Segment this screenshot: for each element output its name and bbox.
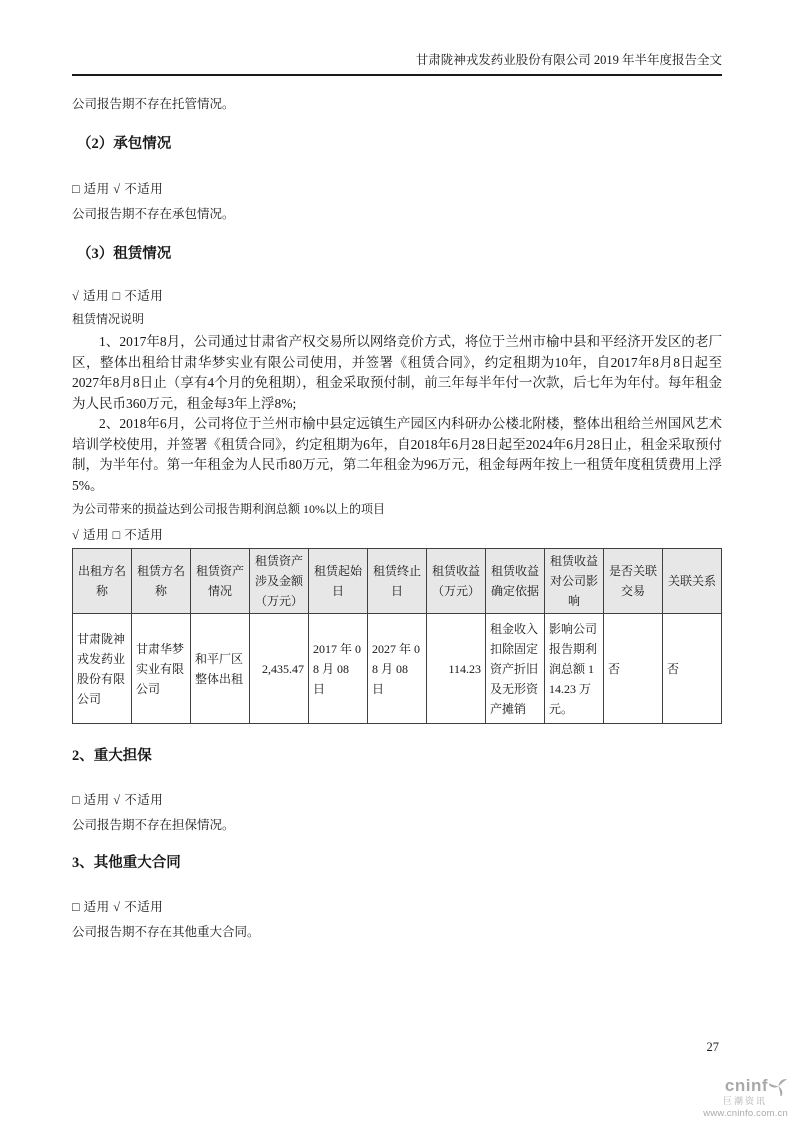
table-cell-lessee: 甘肃华梦实业有限公司 <box>132 614 191 724</box>
table-cell-relationship: 否 <box>663 614 722 724</box>
contracting-note: 公司报告期不存在承包情况。 <box>72 207 235 221</box>
applicability-line-guarantees: □ 适用 √ 不适用 <box>72 793 164 807</box>
table-header-cell: 租赁收益（万元） <box>427 549 486 614</box>
lease-table-header-row <box>73 549 722 614</box>
table-header-cell: 租赁方名称 <box>132 549 191 614</box>
table-cell-income: 114.23 <box>427 614 486 724</box>
applicability-line-other-contracts: □ 适用 √ 不适用 <box>72 900 164 914</box>
table-cell-amount: 2,435.47 <box>250 614 309 724</box>
table-cell-related-transaction: 否 <box>604 614 663 724</box>
table-cell-start-date: 2017 年 08 月 08 日 <box>309 614 368 724</box>
table-header-cell: 租赁起始日 <box>309 549 368 614</box>
table-header-cell: 租赁收益确定依据 <box>486 549 545 614</box>
table-cell-end-date: 2027 年 08 月 08 日 <box>368 614 427 724</box>
table-cell-income-basis: 租金收入扣除固定资产折旧及无形资产摊销 <box>486 614 545 724</box>
table-cell-asset: 和平厂区整体出租 <box>191 614 250 724</box>
cninfo-brand-row <box>688 1076 788 1096</box>
table-header-cell: 租赁资产情况 <box>191 549 250 614</box>
table-header-cell: 租赁终止日 <box>368 549 427 614</box>
table-header-cell: 是否关联交易 <box>604 549 663 614</box>
heading-guarantees: 2、重大担保 <box>72 748 152 764</box>
heading-contracting: （2）承包情况 <box>77 136 172 152</box>
leasing-paragraph-1: 1、2017年8月，公司通过甘肃省产权交易所以网络竞价方式，将位于兰州市榆中县和平经济开发区的老厂区，整体出租给甘肃华梦实业有限公司使用，并签署《租赁合同》，约定租期为10年，自2017年8月8日起至2027年8月8日止（享有4个月的免租期），租金采取预付制，前三年每半年付一次款，后七年为年付。每年租金为人民币360万元，租金每3年上浮8%; <box>72 334 722 411</box>
cninfo-logo <box>688 1076 788 1119</box>
leasing-description-label: 租赁情况说明 <box>72 312 145 326</box>
page-number: 27 <box>706 1040 719 1054</box>
custody-note: 公司报告期不存在托管情况。 <box>72 97 235 111</box>
lease-table-row <box>73 614 722 724</box>
heading-other-contracts: 3、其他重大合同 <box>72 855 181 871</box>
table-header-cell: 租赁资产涉及金额（万元） <box>250 549 309 614</box>
applicability-line-leasing: √ 适用 □ 不适用 <box>72 289 164 303</box>
heading-leasing: （3）租赁情况 <box>77 246 172 262</box>
table-header-cell: 关联关系 <box>663 549 722 614</box>
profit-items-label: 为公司带来的损益达到公司报告期利润总额 10%以上的项目 <box>72 502 385 516</box>
other-contracts-note: 公司报告期不存在其他重大合同。 <box>72 925 260 939</box>
lease-table <box>72 548 722 724</box>
applicability-line-contracting: □ 适用 √ 不适用 <box>72 182 164 196</box>
table-header-cell: 租赁收益对公司影响 <box>545 549 604 614</box>
cninfo-url: www.cninfo.com.cn <box>703 1108 788 1119</box>
table-header-cell: 出租方名称 <box>73 549 132 614</box>
leasing-paragraph-2: 2、2018年6月，公司将位于兰州市榆中县定远镇生产园区内科研办公楼北附楼，整体出租给兰州国风艺术培训学校使用，并签署《租赁合同》，约定租期为6年，自2018年6月28日起至2024年6月28日止，租金采取预付制，为半年付。第一年租金为人民币80万元，第二年租金为96万元，租金每两年按上一租赁年度租赁费用上浮5%。 <box>72 416 722 493</box>
table-cell-lessor: 甘肃陇神戎发药业股份有限公司 <box>73 614 132 724</box>
guarantees-note: 公司报告期不存在担保情况。 <box>72 818 235 832</box>
cninfo-swirl-icon <box>769 1077 788 1096</box>
table-cell-impact: 影响公司报告期利润总额 114.23 万元。 <box>545 614 604 724</box>
cninfo-chinese-name: 巨潮资讯 <box>722 1096 767 1106</box>
cninfo-brand-text: cninf <box>724 1076 768 1095</box>
applicability-line-profit: √ 适用 □ 不适用 <box>72 528 164 542</box>
page-header-title: 甘肃陇神戎发药业股份有限公司 2019 年半年度报告全文 <box>72 52 722 76</box>
